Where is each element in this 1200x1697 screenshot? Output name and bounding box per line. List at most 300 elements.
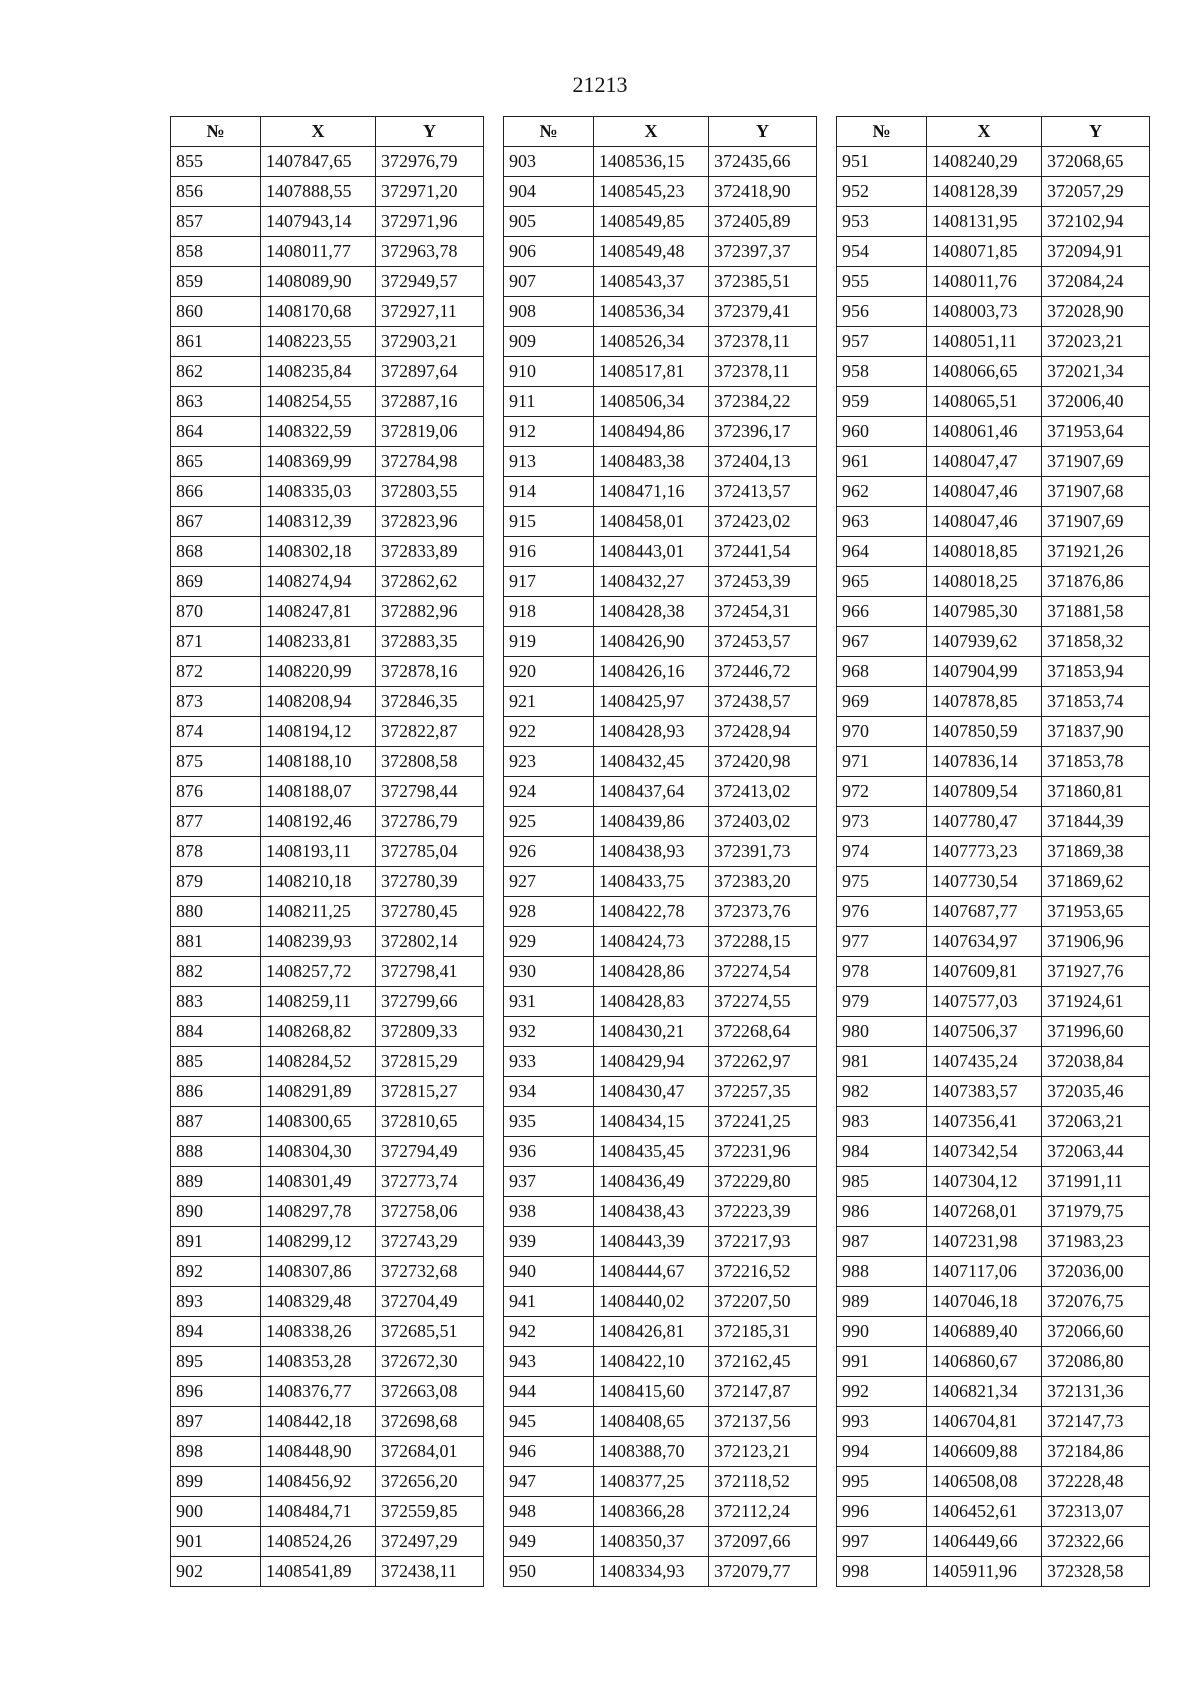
cell-number: 955 bbox=[837, 267, 927, 297]
coordinates-table-3 bbox=[836, 116, 1150, 1587]
cell-x: 1406860,67 bbox=[927, 1347, 1042, 1377]
cell-y: 372798,44 bbox=[376, 777, 484, 807]
cell-x: 1408426,90 bbox=[594, 627, 709, 657]
cell-y: 372809,33 bbox=[376, 1017, 484, 1047]
cell-number: 925 bbox=[504, 807, 594, 837]
cell-x: 1408223,55 bbox=[261, 327, 376, 357]
cell-number: 867 bbox=[171, 507, 261, 537]
cell-x: 1408071,85 bbox=[927, 237, 1042, 267]
table-row bbox=[504, 627, 817, 657]
cell-x: 1408061,46 bbox=[927, 417, 1042, 447]
cell-number: 885 bbox=[171, 1047, 261, 1077]
cell-y: 372028,90 bbox=[1042, 297, 1150, 327]
table-row bbox=[171, 837, 484, 867]
cell-x: 1408415,60 bbox=[594, 1377, 709, 1407]
table-row bbox=[504, 357, 817, 387]
table-row bbox=[171, 627, 484, 657]
cell-y: 372672,30 bbox=[376, 1347, 484, 1377]
cell-number: 924 bbox=[504, 777, 594, 807]
cell-number: 996 bbox=[837, 1497, 927, 1527]
cell-y: 372453,39 bbox=[709, 567, 817, 597]
cell-number: 920 bbox=[504, 657, 594, 687]
table-row bbox=[171, 1167, 484, 1197]
cell-number: 855 bbox=[171, 147, 261, 177]
cell-y: 372378,11 bbox=[709, 327, 817, 357]
cell-x: 1408484,71 bbox=[261, 1497, 376, 1527]
cell-x: 1408536,15 bbox=[594, 147, 709, 177]
table-row bbox=[837, 1287, 1150, 1317]
table-row bbox=[504, 417, 817, 447]
cell-y: 371907,69 bbox=[1042, 447, 1150, 477]
table-row bbox=[504, 1017, 817, 1047]
cell-number: 927 bbox=[504, 867, 594, 897]
table-row bbox=[171, 417, 484, 447]
cell-x: 1407780,47 bbox=[927, 807, 1042, 837]
table-row bbox=[504, 207, 817, 237]
cell-y: 372403,02 bbox=[709, 807, 817, 837]
cell-y: 372097,66 bbox=[709, 1527, 817, 1557]
table-row bbox=[171, 357, 484, 387]
cell-y: 372798,41 bbox=[376, 957, 484, 987]
cell-number: 907 bbox=[504, 267, 594, 297]
table-row bbox=[504, 1047, 817, 1077]
table-row bbox=[171, 1527, 484, 1557]
cell-x: 1407117,06 bbox=[927, 1257, 1042, 1287]
cell-number: 948 bbox=[504, 1497, 594, 1527]
cell-number: 970 bbox=[837, 717, 927, 747]
table-row bbox=[837, 837, 1150, 867]
table-header-row bbox=[837, 117, 1150, 147]
cell-y: 372241,25 bbox=[709, 1107, 817, 1137]
table-row bbox=[171, 1017, 484, 1047]
cell-x: 1408483,38 bbox=[594, 447, 709, 477]
table-row bbox=[171, 897, 484, 927]
cell-number: 904 bbox=[504, 177, 594, 207]
cell-number: 859 bbox=[171, 267, 261, 297]
cell-number: 906 bbox=[504, 237, 594, 267]
cell-x: 1408018,25 bbox=[927, 567, 1042, 597]
cell-x: 1408448,90 bbox=[261, 1437, 376, 1467]
cell-x: 1407268,01 bbox=[927, 1197, 1042, 1227]
cell-y: 372274,55 bbox=[709, 987, 817, 1017]
cell-number: 899 bbox=[171, 1467, 261, 1497]
cell-number: 991 bbox=[837, 1347, 927, 1377]
cell-x: 1408051,11 bbox=[927, 327, 1042, 357]
cell-x: 1407687,77 bbox=[927, 897, 1042, 927]
table-row bbox=[504, 1497, 817, 1527]
cell-number: 934 bbox=[504, 1077, 594, 1107]
cell-y: 372137,56 bbox=[709, 1407, 817, 1437]
cell-y: 372559,85 bbox=[376, 1497, 484, 1527]
table-row bbox=[837, 747, 1150, 777]
cell-y: 372384,22 bbox=[709, 387, 817, 417]
cell-y: 371853,74 bbox=[1042, 687, 1150, 717]
table-row bbox=[171, 507, 484, 537]
cell-number: 863 bbox=[171, 387, 261, 417]
table-header-row bbox=[504, 117, 817, 147]
cell-number: 990 bbox=[837, 1317, 927, 1347]
table-row bbox=[171, 207, 484, 237]
table-row bbox=[837, 1347, 1150, 1377]
cell-number: 884 bbox=[171, 1017, 261, 1047]
coordinates-table-1 bbox=[170, 116, 484, 1587]
cell-number: 877 bbox=[171, 807, 261, 837]
cell-y: 372162,45 bbox=[709, 1347, 817, 1377]
cell-x: 1407904,99 bbox=[927, 657, 1042, 687]
cell-y: 371991,11 bbox=[1042, 1167, 1150, 1197]
table-row bbox=[171, 1467, 484, 1497]
table-row bbox=[837, 387, 1150, 417]
table-row bbox=[837, 1077, 1150, 1107]
table-row bbox=[504, 567, 817, 597]
table-row bbox=[504, 147, 817, 177]
cell-y: 372743,29 bbox=[376, 1227, 484, 1257]
table-row bbox=[504, 927, 817, 957]
cell-number: 958 bbox=[837, 357, 927, 387]
cell-number: 969 bbox=[837, 687, 927, 717]
table-row bbox=[504, 327, 817, 357]
cell-y: 372216,52 bbox=[709, 1257, 817, 1287]
cell-y: 372441,54 bbox=[709, 537, 817, 567]
cell-x: 1408274,94 bbox=[261, 567, 376, 597]
cell-x: 1407850,59 bbox=[927, 717, 1042, 747]
cell-x: 1408429,94 bbox=[594, 1047, 709, 1077]
cell-number: 887 bbox=[171, 1107, 261, 1137]
table-row bbox=[837, 1527, 1150, 1557]
table-row bbox=[171, 1407, 484, 1437]
cell-number: 878 bbox=[171, 837, 261, 867]
cell-number: 968 bbox=[837, 657, 927, 687]
table-row bbox=[837, 447, 1150, 477]
table-row bbox=[504, 837, 817, 867]
cell-x: 1408329,48 bbox=[261, 1287, 376, 1317]
cell-x: 1408444,67 bbox=[594, 1257, 709, 1287]
cell-number: 868 bbox=[171, 537, 261, 567]
table-row bbox=[504, 1137, 817, 1167]
cell-number: 889 bbox=[171, 1167, 261, 1197]
table-row bbox=[837, 807, 1150, 837]
cell-y: 371907,69 bbox=[1042, 507, 1150, 537]
cell-x: 1407046,18 bbox=[927, 1287, 1042, 1317]
cell-number: 896 bbox=[171, 1377, 261, 1407]
cell-y: 372878,16 bbox=[376, 657, 484, 687]
cell-number: 929 bbox=[504, 927, 594, 957]
table-row bbox=[504, 747, 817, 777]
cell-y: 372780,45 bbox=[376, 897, 484, 927]
cell-x: 1408131,95 bbox=[927, 207, 1042, 237]
table-row bbox=[837, 327, 1150, 357]
cell-y: 372803,55 bbox=[376, 477, 484, 507]
cell-y: 372102,94 bbox=[1042, 207, 1150, 237]
cell-x: 1408128,39 bbox=[927, 177, 1042, 207]
cell-y: 372963,78 bbox=[376, 237, 484, 267]
cell-x: 1408188,07 bbox=[261, 777, 376, 807]
cell-y: 372497,29 bbox=[376, 1527, 484, 1557]
table-row bbox=[837, 1407, 1150, 1437]
cell-y: 372903,21 bbox=[376, 327, 484, 357]
cell-y: 372976,79 bbox=[376, 147, 484, 177]
cell-x: 1408192,46 bbox=[261, 807, 376, 837]
cell-number: 912 bbox=[504, 417, 594, 447]
cell-number: 874 bbox=[171, 717, 261, 747]
table-row bbox=[504, 387, 817, 417]
cell-number: 921 bbox=[504, 687, 594, 717]
cell-x: 1408545,23 bbox=[594, 177, 709, 207]
cell-x: 1408494,86 bbox=[594, 417, 709, 447]
table-row bbox=[504, 717, 817, 747]
table-row bbox=[504, 807, 817, 837]
cell-number: 952 bbox=[837, 177, 927, 207]
cell-x: 1408443,39 bbox=[594, 1227, 709, 1257]
cell-x: 1407383,57 bbox=[927, 1077, 1042, 1107]
cell-x: 1406889,40 bbox=[927, 1317, 1042, 1347]
cell-number: 903 bbox=[504, 147, 594, 177]
table-row bbox=[837, 717, 1150, 747]
cell-y: 372773,74 bbox=[376, 1167, 484, 1197]
table-row bbox=[504, 1557, 817, 1587]
table-row bbox=[171, 927, 484, 957]
table-row bbox=[171, 987, 484, 1017]
cell-number: 939 bbox=[504, 1227, 594, 1257]
cell-y: 372815,27 bbox=[376, 1077, 484, 1107]
table-row bbox=[504, 987, 817, 1017]
cell-x: 1408188,10 bbox=[261, 747, 376, 777]
table-row bbox=[504, 1347, 817, 1377]
cell-y: 371869,62 bbox=[1042, 867, 1150, 897]
cell-y: 372396,17 bbox=[709, 417, 817, 447]
header-y: Y bbox=[376, 117, 484, 147]
cell-x: 1408456,92 bbox=[261, 1467, 376, 1497]
cell-y: 372217,93 bbox=[709, 1227, 817, 1257]
cell-y: 372063,44 bbox=[1042, 1137, 1150, 1167]
table-row bbox=[504, 1317, 817, 1347]
table-row bbox=[837, 1377, 1150, 1407]
cell-number: 872 bbox=[171, 657, 261, 687]
cell-number: 981 bbox=[837, 1047, 927, 1077]
cell-x: 1408304,30 bbox=[261, 1137, 376, 1167]
table-row bbox=[837, 237, 1150, 267]
cell-number: 908 bbox=[504, 297, 594, 327]
cell-x: 1408549,85 bbox=[594, 207, 709, 237]
table-row bbox=[504, 1197, 817, 1227]
cell-y: 372423,02 bbox=[709, 507, 817, 537]
table-row bbox=[837, 927, 1150, 957]
cell-x: 1408210,18 bbox=[261, 867, 376, 897]
cell-number: 918 bbox=[504, 597, 594, 627]
cell-number: 959 bbox=[837, 387, 927, 417]
cell-x: 1408239,93 bbox=[261, 927, 376, 957]
cell-y: 371953,65 bbox=[1042, 897, 1150, 927]
cell-y: 372207,50 bbox=[709, 1287, 817, 1317]
cell-number: 910 bbox=[504, 357, 594, 387]
cell-y: 371953,64 bbox=[1042, 417, 1150, 447]
cell-y: 372268,64 bbox=[709, 1017, 817, 1047]
table-row bbox=[837, 267, 1150, 297]
cell-number: 957 bbox=[837, 327, 927, 357]
cell-x: 1408350,37 bbox=[594, 1527, 709, 1557]
table-row bbox=[837, 1467, 1150, 1497]
cell-x: 1407577,03 bbox=[927, 987, 1042, 1017]
cell-y: 372066,60 bbox=[1042, 1317, 1150, 1347]
cell-number: 861 bbox=[171, 327, 261, 357]
cell-x: 1408439,86 bbox=[594, 807, 709, 837]
cell-number: 916 bbox=[504, 537, 594, 567]
cell-y: 372656,20 bbox=[376, 1467, 484, 1497]
cell-y: 372418,90 bbox=[709, 177, 817, 207]
table-row bbox=[504, 597, 817, 627]
table-row bbox=[171, 1557, 484, 1587]
cell-number: 954 bbox=[837, 237, 927, 267]
cell-y: 372862,62 bbox=[376, 567, 484, 597]
cell-y: 372808,58 bbox=[376, 747, 484, 777]
cell-y: 372228,48 bbox=[1042, 1467, 1150, 1497]
cell-x: 1408422,78 bbox=[594, 897, 709, 927]
cell-y: 371869,38 bbox=[1042, 837, 1150, 867]
cell-x: 1407809,54 bbox=[927, 777, 1042, 807]
cell-y: 372971,20 bbox=[376, 177, 484, 207]
cell-y: 372883,35 bbox=[376, 627, 484, 657]
cell-number: 973 bbox=[837, 807, 927, 837]
cell-x: 1408426,16 bbox=[594, 657, 709, 687]
cell-number: 976 bbox=[837, 897, 927, 927]
table-row bbox=[171, 177, 484, 207]
cell-x: 1408299,12 bbox=[261, 1227, 376, 1257]
table-row bbox=[837, 147, 1150, 177]
cell-number: 962 bbox=[837, 477, 927, 507]
cell-x: 1408302,18 bbox=[261, 537, 376, 567]
table-row bbox=[171, 597, 484, 627]
cell-y: 372435,66 bbox=[709, 147, 817, 177]
cell-x: 1408247,81 bbox=[261, 597, 376, 627]
table-row bbox=[171, 1227, 484, 1257]
cell-number: 945 bbox=[504, 1407, 594, 1437]
cell-x: 1408170,68 bbox=[261, 297, 376, 327]
cell-y: 372413,57 bbox=[709, 477, 817, 507]
cell-number: 888 bbox=[171, 1137, 261, 1167]
cell-number: 932 bbox=[504, 1017, 594, 1047]
table-row bbox=[504, 1437, 817, 1467]
cell-x: 1408300,65 bbox=[261, 1107, 376, 1137]
cell-y: 372036,00 bbox=[1042, 1257, 1150, 1287]
cell-x: 1408543,37 bbox=[594, 267, 709, 297]
cell-x: 1408208,94 bbox=[261, 687, 376, 717]
table-row bbox=[837, 177, 1150, 207]
cell-x: 1408377,25 bbox=[594, 1467, 709, 1497]
cell-x: 1408437,64 bbox=[594, 777, 709, 807]
cell-y: 371921,26 bbox=[1042, 537, 1150, 567]
cell-number: 905 bbox=[504, 207, 594, 237]
table-row bbox=[837, 627, 1150, 657]
cell-y: 372057,29 bbox=[1042, 177, 1150, 207]
cell-number: 873 bbox=[171, 687, 261, 717]
table-row bbox=[171, 477, 484, 507]
cell-x: 1408433,75 bbox=[594, 867, 709, 897]
cell-y: 371996,60 bbox=[1042, 1017, 1150, 1047]
cell-number: 926 bbox=[504, 837, 594, 867]
cell-x: 1405911,96 bbox=[927, 1557, 1042, 1587]
table-row bbox=[504, 267, 817, 297]
cell-x: 1408235,84 bbox=[261, 357, 376, 387]
table-row bbox=[504, 1287, 817, 1317]
table-row bbox=[837, 1107, 1150, 1137]
cell-x: 1407773,23 bbox=[927, 837, 1042, 867]
cell-y: 371837,90 bbox=[1042, 717, 1150, 747]
cell-x: 1407985,30 bbox=[927, 597, 1042, 627]
cell-y: 372780,39 bbox=[376, 867, 484, 897]
cell-x: 1408536,34 bbox=[594, 297, 709, 327]
cell-number: 860 bbox=[171, 297, 261, 327]
cell-y: 372112,24 bbox=[709, 1497, 817, 1527]
table-row bbox=[171, 1347, 484, 1377]
cell-x: 1408003,73 bbox=[927, 297, 1042, 327]
cell-y: 371881,58 bbox=[1042, 597, 1150, 627]
cell-number: 882 bbox=[171, 957, 261, 987]
cell-y: 371907,68 bbox=[1042, 477, 1150, 507]
cell-y: 372428,94 bbox=[709, 717, 817, 747]
table-row bbox=[837, 207, 1150, 237]
cell-number: 893 bbox=[171, 1287, 261, 1317]
cell-y: 371983,23 bbox=[1042, 1227, 1150, 1257]
table-row bbox=[171, 747, 484, 777]
cell-y: 372274,54 bbox=[709, 957, 817, 987]
cell-number: 965 bbox=[837, 567, 927, 597]
cell-number: 986 bbox=[837, 1197, 927, 1227]
header-x: X bbox=[594, 117, 709, 147]
cell-x: 1408047,47 bbox=[927, 447, 1042, 477]
cell-y: 372438,57 bbox=[709, 687, 817, 717]
cell-number: 915 bbox=[504, 507, 594, 537]
cell-x: 1408220,99 bbox=[261, 657, 376, 687]
cell-x: 1408211,25 bbox=[261, 897, 376, 927]
cell-number: 953 bbox=[837, 207, 927, 237]
cell-number: 993 bbox=[837, 1407, 927, 1437]
cell-x: 1408430,21 bbox=[594, 1017, 709, 1047]
cell-number: 897 bbox=[171, 1407, 261, 1437]
cell-number: 984 bbox=[837, 1137, 927, 1167]
cell-x: 1408430,47 bbox=[594, 1077, 709, 1107]
cell-number: 890 bbox=[171, 1197, 261, 1227]
table-row bbox=[171, 147, 484, 177]
cell-x: 1408312,39 bbox=[261, 507, 376, 537]
cell-x: 1408438,43 bbox=[594, 1197, 709, 1227]
cell-number: 869 bbox=[171, 567, 261, 597]
cell-y: 372799,66 bbox=[376, 987, 484, 1017]
cell-y: 372131,36 bbox=[1042, 1377, 1150, 1407]
cell-y: 371876,86 bbox=[1042, 567, 1150, 597]
table-row bbox=[171, 687, 484, 717]
cell-y: 372833,89 bbox=[376, 537, 484, 567]
cell-number: 866 bbox=[171, 477, 261, 507]
table-row bbox=[171, 1197, 484, 1227]
header-x: X bbox=[261, 117, 376, 147]
cell-x: 1408425,97 bbox=[594, 687, 709, 717]
cell-number: 951 bbox=[837, 147, 927, 177]
cell-x: 1408388,70 bbox=[594, 1437, 709, 1467]
cell-x: 1408428,86 bbox=[594, 957, 709, 987]
cell-x: 1408517,81 bbox=[594, 357, 709, 387]
cell-y: 372404,13 bbox=[709, 447, 817, 477]
cell-number: 946 bbox=[504, 1437, 594, 1467]
cell-y: 371853,78 bbox=[1042, 747, 1150, 777]
cell-y: 372971,96 bbox=[376, 207, 484, 237]
table-row bbox=[171, 1317, 484, 1347]
cell-x: 1407847,65 bbox=[261, 147, 376, 177]
table-row bbox=[837, 1437, 1150, 1467]
cell-x: 1408047,46 bbox=[927, 477, 1042, 507]
cell-number: 967 bbox=[837, 627, 927, 657]
table-row bbox=[171, 1257, 484, 1287]
cell-x: 1408018,85 bbox=[927, 537, 1042, 567]
